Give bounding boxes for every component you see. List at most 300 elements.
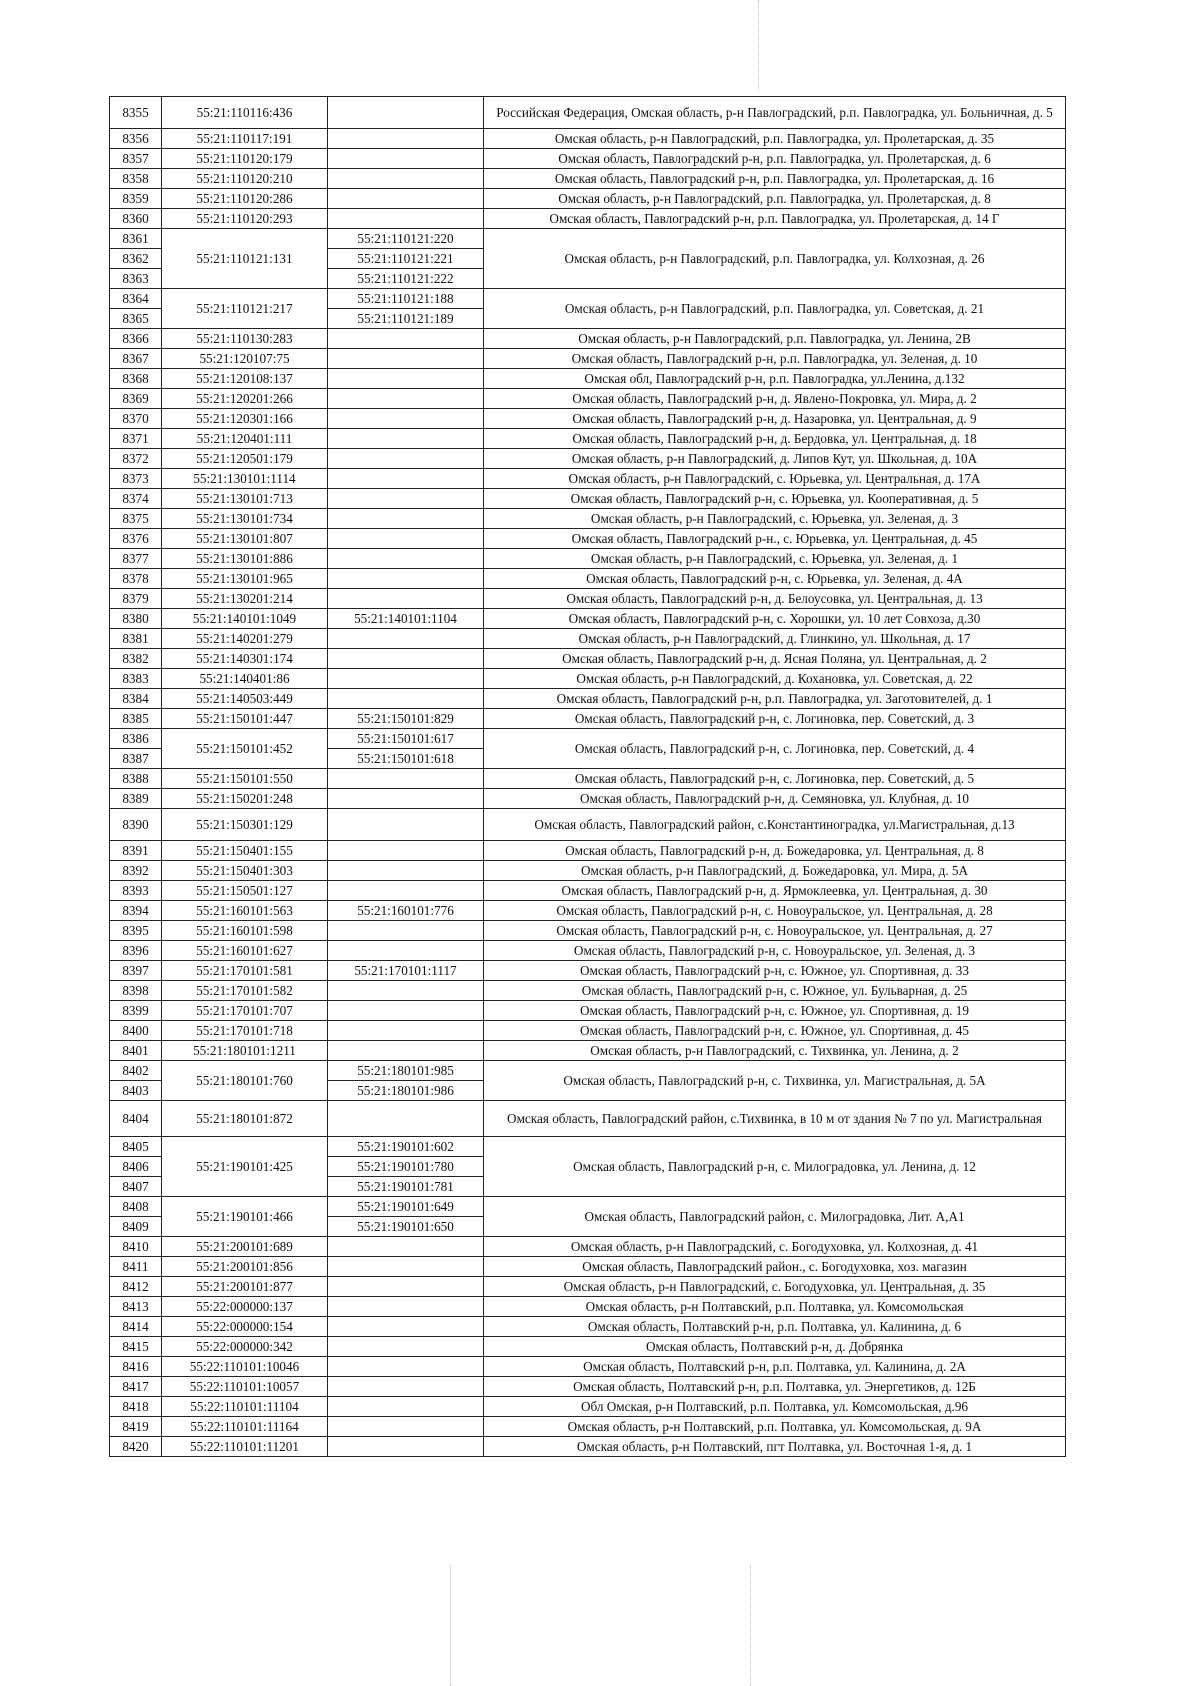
cadastral-number-cell: 55:21:150401:303 — [162, 861, 328, 881]
cadastral-number-cell: 55:21:150101:447 — [162, 709, 328, 729]
row-number-cell: 8360 — [110, 209, 162, 229]
address-cell: Российская Федерация, Омская область, р-н Павлоградский, р.п. Павлоградка, ул. Больничная, д. 5 — [484, 97, 1066, 129]
cadastral-number-cell: 55:21:120107:75 — [162, 349, 328, 369]
cadastral-number-cell: 55:21:110120:210 — [162, 169, 328, 189]
cadastral-number-cell: 55:21:180101:760 — [162, 1061, 328, 1101]
cadastral-number-cell: 55:21:130101:807 — [162, 529, 328, 549]
sub-cadastral-number-cell — [328, 529, 484, 549]
sub-cadastral-number-cell — [328, 1001, 484, 1021]
row-number-cell: 8411 — [110, 1257, 162, 1277]
sub-cadastral-number-cell — [328, 689, 484, 709]
table-row — [110, 289, 1066, 309]
cadastral-number-cell: 55:21:110121:217 — [162, 289, 328, 329]
address-cell: Омская область, Полтавский р-н, р.п. Полтавка, ул. Энергетиков, д. 12Б — [484, 1377, 1066, 1397]
table-row — [110, 209, 1066, 229]
row-number-cell: 8364 — [110, 289, 162, 309]
row-number-cell: 8375 — [110, 509, 162, 529]
sub-cadastral-number-cell — [328, 861, 484, 881]
sub-cadastral-number-cell — [328, 589, 484, 609]
address-cell: Омская область, Павлоградский р-н, с. Новоуральское, ул. Центральная, д. 28 — [484, 901, 1066, 921]
cadastral-number-cell: 55:21:140201:279 — [162, 629, 328, 649]
row-number-cell: 8368 — [110, 369, 162, 389]
table-row — [110, 769, 1066, 789]
table-row — [110, 169, 1066, 189]
cadastral-number-cell: 55:21:110120:179 — [162, 149, 328, 169]
address-cell: Омская область, р-н Павлоградский, р.п. Павлоградка, ул. Пролетарская, д. 35 — [484, 129, 1066, 149]
address-cell: Омская область, Полтавский р-н, р.п. Полтавка, ул. Калинина, д. 6 — [484, 1317, 1066, 1337]
row-number-cell: 8379 — [110, 589, 162, 609]
sub-cadastral-number-cell: 55:21:190101:602 — [328, 1137, 484, 1157]
sub-cadastral-number-cell: 55:21:150101:829 — [328, 709, 484, 729]
cadastral-number-cell: 55:21:130101:965 — [162, 569, 328, 589]
table-row — [110, 609, 1066, 629]
row-number-cell: 8355 — [110, 97, 162, 129]
row-number-cell: 8365 — [110, 309, 162, 329]
address-cell: Омская область, р-н Полтавский, р.п. Полтавка, ул. Комсомольская — [484, 1297, 1066, 1317]
cadastral-number-cell: 55:21:140101:1049 — [162, 609, 328, 629]
address-cell: Омская область, р-н Павлоградский, р.п. Павлоградка, ул. Пролетарская, д. 8 — [484, 189, 1066, 209]
row-number-cell: 8393 — [110, 881, 162, 901]
row-number-cell: 8386 — [110, 729, 162, 749]
sub-cadastral-number-cell — [328, 1417, 484, 1437]
address-cell: Омская область, Павлоградский р-н, д. Явлено-Покровка, ул. Мира, д. 2 — [484, 389, 1066, 409]
sub-cadastral-number-cell — [328, 1101, 484, 1137]
sub-cadastral-number-cell: 55:21:110121:222 — [328, 269, 484, 289]
table-row — [110, 1101, 1066, 1137]
table-row — [110, 489, 1066, 509]
sub-cadastral-number-cell — [328, 1377, 484, 1397]
row-number-cell: 8374 — [110, 489, 162, 509]
table-row — [110, 921, 1066, 941]
cadastral-number-cell: 55:21:110120:286 — [162, 189, 328, 209]
cadastral-number-cell: 55:21:110117:191 — [162, 129, 328, 149]
row-number-cell: 8383 — [110, 669, 162, 689]
sub-cadastral-number-cell — [328, 509, 484, 529]
row-number-cell: 8395 — [110, 921, 162, 941]
cadastral-number-cell: 55:21:110120:293 — [162, 209, 328, 229]
row-number-cell: 8415 — [110, 1337, 162, 1357]
table-row — [110, 1397, 1066, 1417]
sub-cadastral-number-cell — [328, 841, 484, 861]
cadastral-number-cell: 55:21:200101:689 — [162, 1237, 328, 1257]
sub-cadastral-number-cell — [328, 769, 484, 789]
address-cell: Омская область, Павлоградский р-н, д. Божедаровка, ул. Центральная, д. 8 — [484, 841, 1066, 861]
address-cell: Омская область, р-н Павлоградский, с. Юрьевка, ул. Зеленая, д. 3 — [484, 509, 1066, 529]
table-row — [110, 841, 1066, 861]
address-cell: Омская область, Павлоградский район., с. Богодуховка, хоз. магазин — [484, 1257, 1066, 1277]
address-cell: Омская область, Павлоградский р-н., с. Юрьевка, ул. Центральная, д. 45 — [484, 529, 1066, 549]
address-cell: Омская область, р-н Полтавский, р.п. Полтавка, ул. Комсомольская, д. 9А — [484, 1417, 1066, 1437]
address-cell: Омская область, р-н Павлоградский, с. Тихвинка, ул. Ленина, д. 2 — [484, 1041, 1066, 1061]
sub-cadastral-number-cell — [328, 129, 484, 149]
cadastral-number-cell: 55:21:120501:179 — [162, 449, 328, 469]
address-cell: Омская область, Павлоградский р-н, с. Южное, ул. Спортивная, д. 45 — [484, 1021, 1066, 1041]
table-row — [110, 1061, 1066, 1081]
cadastral-number-cell: 55:22:110101:10057 — [162, 1377, 328, 1397]
sub-cadastral-number-cell — [328, 189, 484, 209]
row-number-cell: 8371 — [110, 429, 162, 449]
row-number-cell: 8419 — [110, 1417, 162, 1437]
sub-cadastral-number-cell — [328, 1237, 484, 1257]
row-number-cell: 8357 — [110, 149, 162, 169]
row-number-cell: 8391 — [110, 841, 162, 861]
row-number-cell: 8410 — [110, 1237, 162, 1257]
row-number-cell: 8398 — [110, 981, 162, 1001]
row-number-cell: 8366 — [110, 329, 162, 349]
cadastral-number-cell: 55:21:150401:155 — [162, 841, 328, 861]
sub-cadastral-number-cell — [328, 389, 484, 409]
table-row — [110, 189, 1066, 209]
row-number-cell: 8404 — [110, 1101, 162, 1137]
sub-cadastral-number-cell — [328, 449, 484, 469]
row-number-cell: 8413 — [110, 1297, 162, 1317]
row-number-cell: 8377 — [110, 549, 162, 569]
sub-cadastral-number-cell — [328, 1021, 484, 1041]
table-row — [110, 469, 1066, 489]
row-number-cell: 8400 — [110, 1021, 162, 1041]
sub-cadastral-number-cell: 55:21:160101:776 — [328, 901, 484, 921]
table-row — [110, 429, 1066, 449]
sub-cadastral-number-cell — [328, 169, 484, 189]
cadastral-number-cell: 55:21:150101:550 — [162, 769, 328, 789]
cadastral-number-cell: 55:21:120301:166 — [162, 409, 328, 429]
table-row — [110, 861, 1066, 881]
row-number-cell: 8381 — [110, 629, 162, 649]
address-cell: Омская область, р-н Павлоградский, с. Юрьевка, ул. Зеленая, д. 1 — [484, 549, 1066, 569]
table-row — [110, 1021, 1066, 1041]
address-cell: Омская область, Павлоградский р-н, р.п. Павлоградка, ул. Пролетарская, д. 16 — [484, 169, 1066, 189]
row-number-cell: 8414 — [110, 1317, 162, 1337]
row-number-cell: 8405 — [110, 1137, 162, 1157]
sub-cadastral-number-cell — [328, 429, 484, 449]
sub-cadastral-number-cell — [328, 569, 484, 589]
sub-cadastral-number-cell — [328, 1357, 484, 1377]
table-row — [110, 1237, 1066, 1257]
table-row — [110, 941, 1066, 961]
sub-cadastral-number-cell: 55:21:110121:189 — [328, 309, 484, 329]
row-number-cell: 8402 — [110, 1061, 162, 1081]
sub-cadastral-number-cell — [328, 981, 484, 1001]
row-number-cell: 8387 — [110, 749, 162, 769]
cadastral-number-cell: 55:21:180101:1211 — [162, 1041, 328, 1061]
cadastral-number-cell: 55:21:120201:266 — [162, 389, 328, 409]
sub-cadastral-number-cell: 55:21:110121:220 — [328, 229, 484, 249]
table-row — [110, 97, 1066, 129]
table-row — [110, 369, 1066, 389]
row-number-cell: 8418 — [110, 1397, 162, 1417]
table-row — [110, 1337, 1066, 1357]
address-cell: Омская область, Полтавский р-н, р.п. Полтавка, ул. Калинина, д. 2А — [484, 1357, 1066, 1377]
sub-cadastral-number-cell: 55:21:150101:618 — [328, 749, 484, 769]
sub-cadastral-number-cell — [328, 1437, 484, 1457]
row-number-cell: 8380 — [110, 609, 162, 629]
cadastral-number-cell: 55:21:160101:627 — [162, 941, 328, 961]
address-cell: Омская область, Павлоградский р-н, д. Ясная Поляна, ул. Центральная, д. 2 — [484, 649, 1066, 669]
sub-cadastral-number-cell: 55:21:190101:650 — [328, 1217, 484, 1237]
cadastral-number-cell: 55:21:170101:718 — [162, 1021, 328, 1041]
address-cell: Омская область, Павлоградский р-н, с. Хорошки, ул. 10 лет Совхоза, д.30 — [484, 609, 1066, 629]
table-row — [110, 129, 1066, 149]
sub-cadastral-number-cell — [328, 489, 484, 509]
row-number-cell: 8384 — [110, 689, 162, 709]
row-number-cell: 8399 — [110, 1001, 162, 1021]
row-number-cell: 8390 — [110, 809, 162, 841]
table-row — [110, 901, 1066, 921]
table-row — [110, 689, 1066, 709]
address-cell: Омская область, р-н Павлоградский, с. Богодуховка, ул. Центральная, д. 35 — [484, 1277, 1066, 1297]
cadastral-number-cell: 55:21:160101:563 — [162, 901, 328, 921]
row-number-cell: 8392 — [110, 861, 162, 881]
cadastral-number-cell: 55:21:170101:707 — [162, 1001, 328, 1021]
cadastral-number-cell: 55:22:000000:342 — [162, 1337, 328, 1357]
address-cell: Омская область, р-н Полтавский, пгт Полтавка, ул. Восточная 1-я, д. 1 — [484, 1437, 1066, 1457]
sub-cadastral-number-cell — [328, 789, 484, 809]
table-row — [110, 589, 1066, 609]
table-row — [110, 329, 1066, 349]
address-cell: Омская область, Павлоградский р-н, с. Логиновка, пер. Советский, д. 5 — [484, 769, 1066, 789]
address-cell: Омская область, р-н Павлоградский, д. Липов Кут, ул. Школьная, д. 10А — [484, 449, 1066, 469]
cadastral-number-cell: 55:21:120108:137 — [162, 369, 328, 389]
sub-cadastral-number-cell: 55:21:190101:781 — [328, 1177, 484, 1197]
address-cell: Омская область, Павлоградский р-н, д. Семяновка, ул. Клубная, д. 10 — [484, 789, 1066, 809]
row-number-cell: 8416 — [110, 1357, 162, 1377]
sub-cadastral-number-cell — [328, 469, 484, 489]
cadastral-number-cell: 55:21:140401:86 — [162, 669, 328, 689]
sub-cadastral-number-cell — [328, 921, 484, 941]
table-row — [110, 881, 1066, 901]
cadastral-number-cell: 55:21:120401:111 — [162, 429, 328, 449]
row-number-cell: 8406 — [110, 1157, 162, 1177]
cadastral-number-cell: 55:21:200101:856 — [162, 1257, 328, 1277]
address-cell: Омская область, Павлоградский район, с.Тихвинка, в 10 м от здания № 7 по ул. Магистральная — [484, 1101, 1066, 1137]
address-cell: Омская область, р-н Павлоградский, д. Божедаровка, ул. Мира, д. 5А — [484, 861, 1066, 881]
address-cell: Омская область, Павлоградский р-н, р.п. Павлоградка, ул. Зеленая, д. 10 — [484, 349, 1066, 369]
address-cell: Омская область, р-н Павлоградский, д. Кохановка, ул. Советская, д. 22 — [484, 669, 1066, 689]
table-row — [110, 961, 1066, 981]
address-cell: Омская область, Павлоградский р-н, д. Назаровка, ул. Центральная, д. 9 — [484, 409, 1066, 429]
row-number-cell: 8403 — [110, 1081, 162, 1101]
table-row — [110, 1437, 1066, 1457]
table-row — [110, 529, 1066, 549]
table-row — [110, 349, 1066, 369]
row-number-cell: 8388 — [110, 769, 162, 789]
sub-cadastral-number-cell: 55:21:190101:780 — [328, 1157, 484, 1177]
address-cell: Омская область, Павлоградский р-н, с. Южное, ул. Спортивная, д. 19 — [484, 1001, 1066, 1021]
table-row — [110, 789, 1066, 809]
table-row — [110, 1417, 1066, 1437]
sub-cadastral-number-cell — [328, 669, 484, 689]
cadastral-number-cell: 55:22:110101:11201 — [162, 1437, 328, 1457]
row-number-cell: 8363 — [110, 269, 162, 289]
cadastral-number-cell: 55:21:110130:283 — [162, 329, 328, 349]
sub-cadastral-number-cell — [328, 369, 484, 389]
cadastral-number-cell: 55:21:140503:449 — [162, 689, 328, 709]
sub-cadastral-number-cell — [328, 549, 484, 569]
row-number-cell: 8412 — [110, 1277, 162, 1297]
cadastral-number-cell: 55:21:140301:174 — [162, 649, 328, 669]
sub-cadastral-number-cell: 55:21:110121:221 — [328, 249, 484, 269]
address-cell: Омская область, р-н Павлоградский, р.п. Павлоградка, ул. Колхозная, д. 26 — [484, 229, 1066, 289]
address-cell: Омская область, Павлоградский р-н, с. Новоуральское, ул. Зеленая, д. 3 — [484, 941, 1066, 961]
table-row — [110, 1001, 1066, 1021]
table-row — [110, 709, 1066, 729]
table-row — [110, 1317, 1066, 1337]
row-number-cell: 8372 — [110, 449, 162, 469]
table-row — [110, 1297, 1066, 1317]
table-row — [110, 1137, 1066, 1157]
cadastral-number-cell: 55:21:170101:582 — [162, 981, 328, 1001]
address-cell: Омская область, Павлоградский р-н, д. Бердовка, ул. Центральная, д. 18 — [484, 429, 1066, 449]
row-number-cell: 8369 — [110, 389, 162, 409]
address-cell: Омская область, Павлоградский р-н, с. Логиновка, пер. Советский, д. 4 — [484, 729, 1066, 769]
table-row — [110, 229, 1066, 249]
address-cell: Омская обл, Павлоградский р-н, р.п. Павлоградка, ул.Ленина, д.132 — [484, 369, 1066, 389]
address-cell: Обл Омская, р-н Полтавский, р.п. Полтавка, ул. Комсомольская, д.96 — [484, 1397, 1066, 1417]
sub-cadastral-number-cell: 55:21:180101:986 — [328, 1081, 484, 1101]
address-cell: Омская область, Павлоградский р-н, с. Новоуральское, ул. Центральная, д. 27 — [484, 921, 1066, 941]
cadastral-number-cell: 55:21:130101:1114 — [162, 469, 328, 489]
address-cell: Омская область, р-н Павлоградский, р.п. Павлоградка, ул. Ленина, 2В — [484, 329, 1066, 349]
address-cell: Омская область, Павлоградский р-н, с. Логиновка, пер. Советский, д. 3 — [484, 709, 1066, 729]
table-row — [110, 389, 1066, 409]
sub-cadastral-number-cell — [328, 1397, 484, 1417]
address-cell: Омская область, Павлоградский р-н, с. Южное, ул. Бульварная, д. 25 — [484, 981, 1066, 1001]
scan-artifact-line — [450, 1565, 451, 1686]
table-row — [110, 569, 1066, 589]
sub-cadastral-number-cell — [328, 1337, 484, 1357]
address-cell: Омская область, Павлоградский р-н, с. Юрьевка, ул. Зеленая, д. 4А — [484, 569, 1066, 589]
row-number-cell: 8378 — [110, 569, 162, 589]
sub-cadastral-number-cell — [328, 349, 484, 369]
scan-artifact-line — [750, 1565, 751, 1686]
cadastral-number-cell: 55:21:200101:877 — [162, 1277, 328, 1297]
row-number-cell: 8396 — [110, 941, 162, 961]
cadastral-number-cell: 55:21:130101:734 — [162, 509, 328, 529]
sub-cadastral-number-cell: 55:21:190101:649 — [328, 1197, 484, 1217]
cadastral-number-cell: 55:22:000000:137 — [162, 1297, 328, 1317]
cadastral-number-cell: 55:21:130101:713 — [162, 489, 328, 509]
cadastral-number-cell: 55:21:160101:598 — [162, 921, 328, 941]
cadastral-number-cell: 55:21:130101:886 — [162, 549, 328, 569]
row-number-cell: 8394 — [110, 901, 162, 921]
cadastral-number-cell: 55:22:110101:11164 — [162, 1417, 328, 1437]
sub-cadastral-number-cell — [328, 1277, 484, 1297]
row-number-cell: 8417 — [110, 1377, 162, 1397]
sub-cadastral-number-cell — [328, 209, 484, 229]
address-cell: Омская область, Павлоградский р-н, с. Южное, ул. Спортивная, д. 33 — [484, 961, 1066, 981]
sub-cadastral-number-cell: 55:21:150101:617 — [328, 729, 484, 749]
sub-cadastral-number-cell: 55:21:180101:985 — [328, 1061, 484, 1081]
sub-cadastral-number-cell — [328, 1297, 484, 1317]
cadastral-number-cell: 55:21:130201:214 — [162, 589, 328, 609]
table-row — [110, 629, 1066, 649]
address-cell: Омская область, р-н Павлоградский, р.п. Павлоградка, ул. Советская, д. 21 — [484, 289, 1066, 329]
table-row — [110, 1197, 1066, 1217]
table-row — [110, 649, 1066, 669]
table-row — [110, 729, 1066, 749]
sub-cadastral-number-cell — [328, 1257, 484, 1277]
cadastral-number-cell: 55:22:110101:10046 — [162, 1357, 328, 1377]
table-row — [110, 149, 1066, 169]
row-number-cell: 8359 — [110, 189, 162, 209]
sub-cadastral-number-cell — [328, 97, 484, 129]
table-row — [110, 981, 1066, 1001]
address-cell: Омская область, р-н Павлоградский, д. Глинкино, ул. Школьная, д. 17 — [484, 629, 1066, 649]
row-number-cell: 8385 — [110, 709, 162, 729]
address-cell: Омская область, Полтавский р-н, д. Добрянка — [484, 1337, 1066, 1357]
cadastral-number-cell: 55:21:150301:129 — [162, 809, 328, 841]
row-number-cell: 8362 — [110, 249, 162, 269]
sub-cadastral-number-cell — [328, 629, 484, 649]
cadastral-number-cell: 55:21:170101:581 — [162, 961, 328, 981]
sub-cadastral-number-cell — [328, 881, 484, 901]
cadastral-number-cell: 55:21:150501:127 — [162, 881, 328, 901]
address-cell: Омская область, Павлоградский р-н, с. Тихвинка, ул. Магистральная, д. 5А — [484, 1061, 1066, 1101]
row-number-cell: 8420 — [110, 1437, 162, 1457]
address-cell: Омская область, Павлоградский р-н, с. Милоградовка, ул. Ленина, д. 12 — [484, 1137, 1066, 1197]
table-row — [110, 809, 1066, 841]
address-cell: Омская область, р-н Павлоградский, с. Юрьевка, ул. Центральная, д. 17А — [484, 469, 1066, 489]
scan-artifact-line — [758, 0, 759, 90]
address-cell: Омская область, р-н Павлоградский, с. Богодуховка, ул. Колхозная, д. 41 — [484, 1237, 1066, 1257]
sub-cadastral-number-cell — [328, 329, 484, 349]
row-number-cell: 8389 — [110, 789, 162, 809]
row-number-cell: 8367 — [110, 349, 162, 369]
cadastral-number-cell: 55:21:150101:452 — [162, 729, 328, 769]
table-row — [110, 449, 1066, 469]
address-cell: Омская область, Павлоградский р-н, д. Ярмоклеевка, ул. Центральная, д. 30 — [484, 881, 1066, 901]
cadastral-number-cell: 55:21:190101:425 — [162, 1137, 328, 1197]
sub-cadastral-number-cell — [328, 649, 484, 669]
address-cell: Омская область, Павлоградский р-н, р.п. Павлоградка, ул. Заготовителей, д. 1 — [484, 689, 1066, 709]
cadastral-number-cell: 55:21:180101:872 — [162, 1101, 328, 1137]
cadastral-number-cell: 55:21:190101:466 — [162, 1197, 328, 1237]
cadastral-number-cell: 55:21:110116:436 — [162, 97, 328, 129]
row-number-cell: 8358 — [110, 169, 162, 189]
row-number-cell: 8407 — [110, 1177, 162, 1197]
table-row — [110, 1277, 1066, 1297]
row-number-cell: 8408 — [110, 1197, 162, 1217]
table-row — [110, 1041, 1066, 1061]
cadastral-number-cell: 55:21:110121:131 — [162, 229, 328, 289]
registry-table — [109, 96, 1066, 1457]
address-cell: Омская область, Павлоградский р-н, д. Белоусовка, ул. Центральная, д. 13 — [484, 589, 1066, 609]
row-number-cell: 8373 — [110, 469, 162, 489]
address-cell: Омская область, Павлоградский район, с. Милоградовка, Лит. А,А1 — [484, 1197, 1066, 1237]
row-number-cell: 8361 — [110, 229, 162, 249]
table-row — [110, 509, 1066, 529]
cadastral-number-cell: 55:22:000000:154 — [162, 1317, 328, 1337]
sub-cadastral-number-cell: 55:21:110121:188 — [328, 289, 484, 309]
row-number-cell: 8397 — [110, 961, 162, 981]
row-number-cell: 8409 — [110, 1217, 162, 1237]
sub-cadastral-number-cell — [328, 1041, 484, 1061]
address-cell: Омская область, Павлоградский р-н, с. Юрьевка, ул. Кооперативная, д. 5 — [484, 489, 1066, 509]
cadastral-number-cell: 55:22:110101:11104 — [162, 1397, 328, 1417]
row-number-cell: 8356 — [110, 129, 162, 149]
table-row — [110, 409, 1066, 429]
row-number-cell: 8401 — [110, 1041, 162, 1061]
table-row — [110, 1357, 1066, 1377]
sub-cadastral-number-cell — [328, 149, 484, 169]
row-number-cell: 8376 — [110, 529, 162, 549]
cadastral-number-cell: 55:21:150201:248 — [162, 789, 328, 809]
sub-cadastral-number-cell — [328, 809, 484, 841]
address-cell: Омская область, Павлоградский р-н, р.п. Павлоградка, ул. Пролетарская, д. 6 — [484, 149, 1066, 169]
table-row — [110, 549, 1066, 569]
table-row — [110, 669, 1066, 689]
sub-cadastral-number-cell — [328, 941, 484, 961]
